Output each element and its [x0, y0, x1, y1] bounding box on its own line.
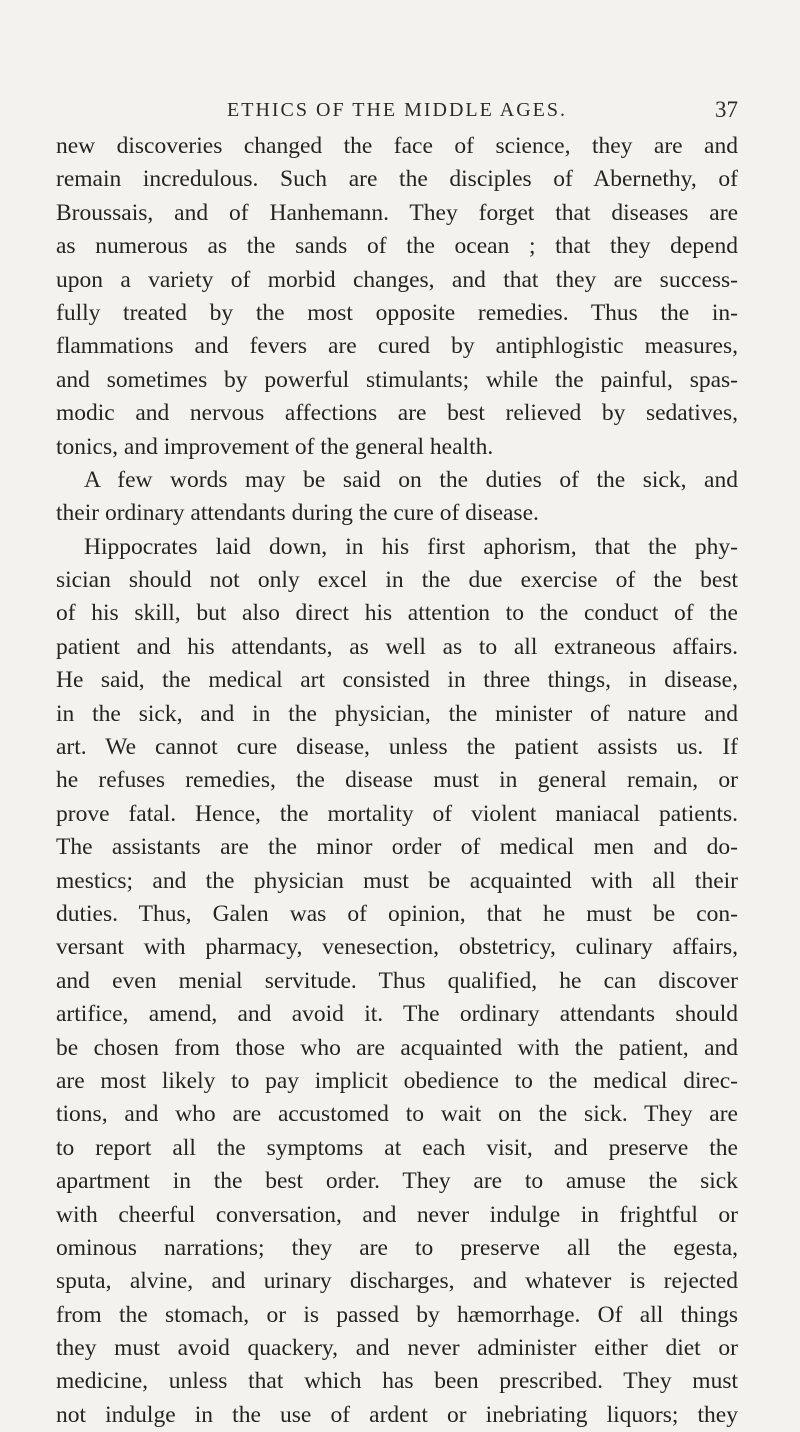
text-line: not indulge in the use of ardent or inebriating liquors; they: [56, 1401, 738, 1428]
text-line: duties. Thus, Galen was of opinion, that he must be con-: [56, 900, 738, 927]
text-line: with cheerful conversation, and never indulge in frightful or: [56, 1201, 738, 1228]
text-line: from the stomach, or is passed by hæmorrhage. Of all things: [56, 1301, 738, 1328]
text-line: patient and his attendants, as well as to all extraneous affairs.: [56, 633, 738, 660]
text-line: in the sick, and in the physician, the minister of nature and: [56, 700, 738, 727]
text-line: art. We cannot cure disease, unless the patient assists us. If: [56, 734, 738, 761]
page-number: 37: [715, 97, 738, 122]
text-line: Hippocrates laid down, in his first aphorism, that the phy-: [84, 533, 738, 560]
text-line: He said, the medical art consisted in three things, in disease,: [56, 667, 738, 694]
text-line: are most likely to pay implicit obedience to the medical direc-: [56, 1067, 738, 1094]
text-line: and even menial servitude. Thus qualified, he can discover: [56, 967, 738, 994]
text-line: their ordinary attendants during the cure of disease.: [56, 500, 539, 527]
running-title: ETHICS OF THE MIDDLE AGES.: [227, 99, 567, 121]
text-line: tonics, and improvement of the general health.: [56, 433, 494, 460]
text-line: artifice, amend, and avoid it. The ordinary attendants should: [56, 1001, 738, 1028]
text-line: as numerous as the sands of the ocean ; that they depend: [56, 233, 738, 260]
text-line: be chosen from those who are acquainted with the patient, and: [56, 1034, 738, 1061]
text-line: new discoveries changed the face of science, they are and: [56, 133, 738, 159]
text-line: versant with pharmacy, venesection, obstetricy, culinary affairs,: [56, 934, 738, 961]
text-line: fully treated by the most opposite remedies. Thus the in-: [56, 299, 738, 326]
text-line: flammations and fevers are cured by antiphlogistic measures,: [56, 333, 738, 360]
text-line: mestics; and the physician must be acquainted with all their: [56, 867, 738, 894]
text-line: The assistants are the minor order of medical men and do-: [56, 834, 738, 861]
text-line: of his skill, but also direct his attention to the conduct of the: [56, 600, 738, 627]
text-line: apartment in the best order. They are to amuse the sick: [56, 1168, 738, 1195]
body-text: [56, 130, 738, 1432]
text-line: A few words may be said on the duties of the sick, and: [84, 466, 738, 493]
text-line: to report all the symptoms at each visit, and preserve the: [56, 1134, 738, 1161]
text-line: modic and nervous affections are best relieved by sedatives,: [56, 400, 738, 427]
text-line: prove fatal. Hence, the mortality of violent maniacal patients.: [56, 800, 738, 827]
text-line: tions, and who are accustomed to wait on the sick. They are: [56, 1101, 738, 1128]
text-line: ominous narrations; they are to preserve all the egesta,: [56, 1234, 738, 1261]
running-head: [56, 90, 738, 130]
text-line: sputa, alvine, and urinary discharges, and whatever is rejected: [56, 1268, 738, 1295]
text-line: remain incredulous. Such are the disciples of Abernethy, of: [56, 166, 738, 193]
text-line: they must avoid quackery, and never administer either diet or: [56, 1335, 738, 1362]
text-line: medicine, unless that which has been prescribed. They must: [56, 1368, 738, 1395]
text-line: he refuses remedies, the disease must in general remain, or: [56, 767, 738, 794]
text-line: upon a variety of morbid changes, and that they are success-: [56, 266, 738, 293]
text-line: sician should not only excel in the due exercise of the best: [56, 567, 738, 594]
text-line: and sometimes by powerful stimulants; while the painful, spas-: [56, 366, 738, 393]
text-line: Broussais, and of Hanhemann. They forget that diseases are: [56, 199, 738, 226]
